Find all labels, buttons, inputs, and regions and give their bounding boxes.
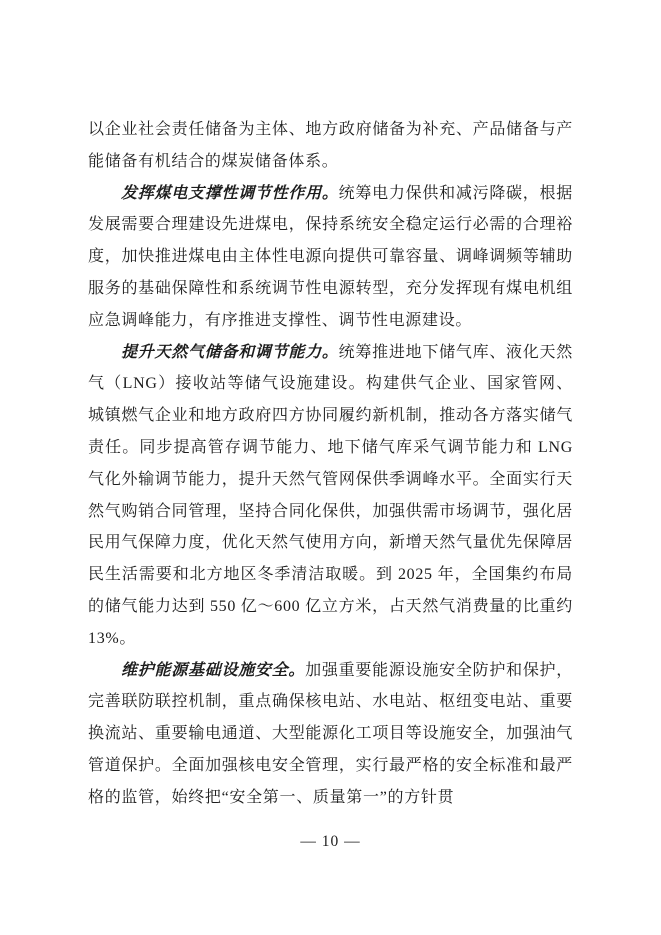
paragraph-text: 加强重要能源设施安全防护和保护，完善联防联控机制，重点确保核电站、水电站、枢纽变电站、重要换流站、重要输电通道、大型能源化工项目等设施安全，加强油气管道保护。全面加强核电安全管理，实行最严格的安全标准和最严格的监管，始终把“安全第一、质量第一”的方针贯 — [88, 661, 574, 806]
paragraph — [88, 337, 573, 655]
paragraph-lead-bold: 维护能源基础设施安全。 — [121, 661, 306, 679]
paragraph — [88, 178, 573, 337]
document-body — [88, 114, 573, 814]
paragraph-text: 统筹推进地下储气库、液化天然气（LNG）接收站等储气设施建设。构建供气企业、国家管网、城镇燃气企业和地方政府四方协同履约新机制，推动各方落实储气责任。同步提高管存调节能力、地下储气库采气调节能力和 LNG 气化外输调节能力，提升天然气管网保供季调峰水平。全面实行天然气购销合同管理，坚持合同化保供，加强供需市场调节，强化居民用气保障力度，优化天然气使用方向，新增天然气量优先保障居民生活需要和北方地区冬季清洁取暖。到 2025 年，全国集约布局的储气能力达到 550 亿～600 亿立方米，占天然气消费量的比重约 13%。 — [88, 343, 573, 647]
paragraph-lead-bold: 发挥煤电支撑性调节性作用。 — [121, 184, 339, 202]
page-number: — 10 — — [300, 833, 361, 850]
paragraph — [88, 114, 573, 178]
paragraph — [88, 655, 573, 814]
paragraph-text: 以企业社会责任储备为主体、地方政府储备为补充、产品储备与产能储备有机结合的煤炭储备体系。 — [88, 121, 573, 170]
paragraph-text: 统筹电力保供和减污降碳，根据发展需要合理建设先进煤电，保持系统安全稳定运行必需的合理裕度，加快推进煤电由主体性电源向提供可靠容量、调峰调频等辅助服务的基础保障性和系统调节性电源转型，充分发挥现有煤电机组应急调峰能力，有序推进支撑性、调节性电源建设。 — [88, 184, 573, 329]
paragraph-lead-bold: 提升天然气储备和调节能力。 — [121, 343, 339, 361]
